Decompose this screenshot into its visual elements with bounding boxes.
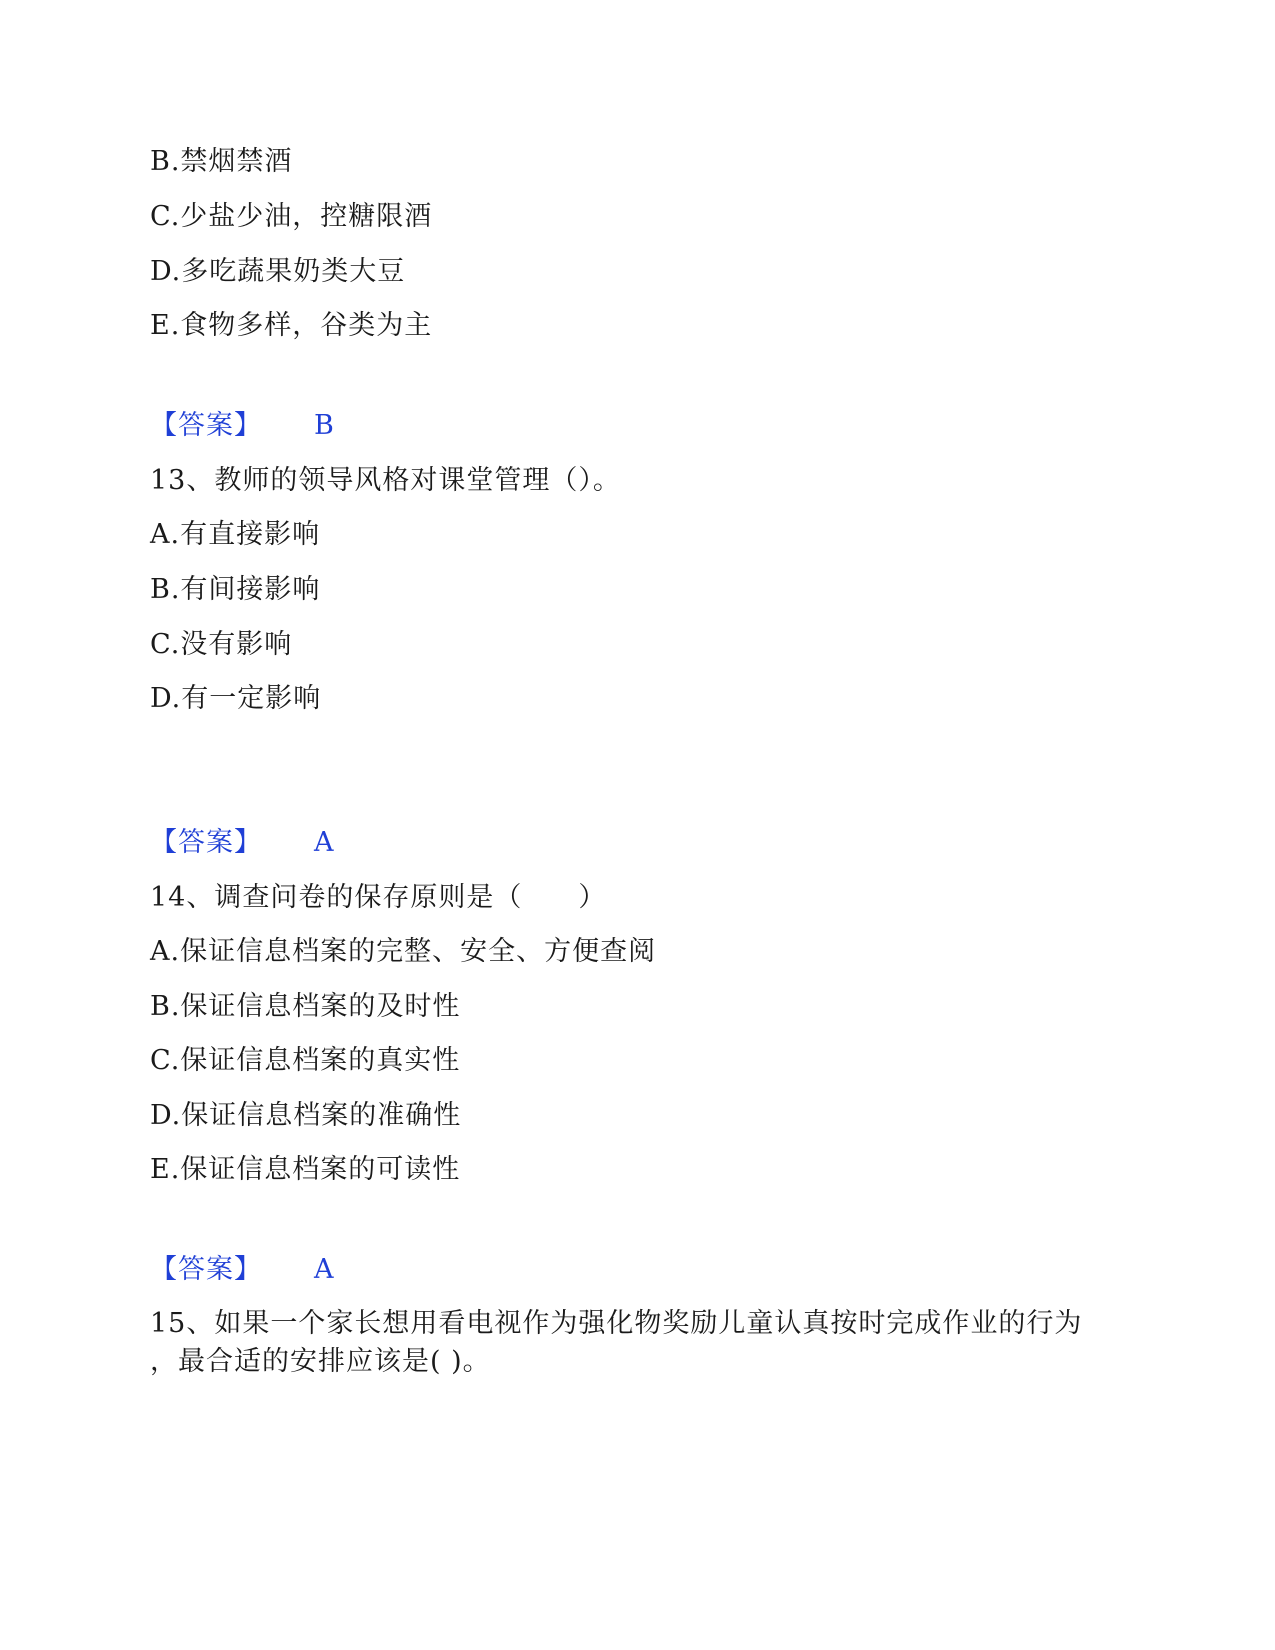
answer-value: A [314, 827, 335, 858]
q13-option-a: A.有直接影响 [150, 519, 321, 550]
answer-label: 【答案】 [150, 410, 262, 441]
q15-question-line1: 15、如果一个家长想用看电视作为强化物奖励儿童认真按时完成作业的行为 [150, 1308, 1083, 1339]
q13-option-c: C.没有影响 [150, 629, 293, 660]
q14-question: 14、调查问卷的保存原则是（ ） [150, 882, 607, 913]
q13-question: 13、教师的领导风格对课堂管理（）。 [150, 465, 621, 496]
q12-option-e: E.食物多样，谷类为主 [150, 310, 433, 341]
q15-question-line2: ，最合适的安排应该是( )。 [150, 1346, 491, 1377]
answer-label: 【答案】 [150, 1254, 262, 1285]
answer-value: A [314, 1254, 335, 1285]
q13-option-d: D.有一定影响 [150, 683, 322, 714]
q14-option-c: C.保证信息档案的真实性 [150, 1045, 461, 1076]
q13-option-b: B.有间接影响 [150, 574, 321, 605]
q12-option-d: D.多吃蔬果奶类大豆 [150, 256, 406, 287]
q14-answer [150, 1253, 335, 1287]
q14-option-d: D.保证信息档案的准确性 [150, 1100, 462, 1131]
q12-option-b: B.禁烟禁酒 [150, 146, 293, 177]
q13-answer [150, 826, 335, 860]
answer-label: 【答案】 [150, 827, 262, 858]
q14-option-a: A.保证信息档案的完整、安全、方便查阅 [150, 936, 657, 967]
q14-option-e: E.保证信息档案的可读性 [150, 1154, 461, 1185]
answer-value: B [314, 410, 335, 441]
q12-answer [150, 409, 335, 443]
q14-option-b: B.保证信息档案的及时性 [150, 991, 461, 1022]
q12-option-c: C.少盐少油，控糖限酒 [150, 201, 433, 232]
